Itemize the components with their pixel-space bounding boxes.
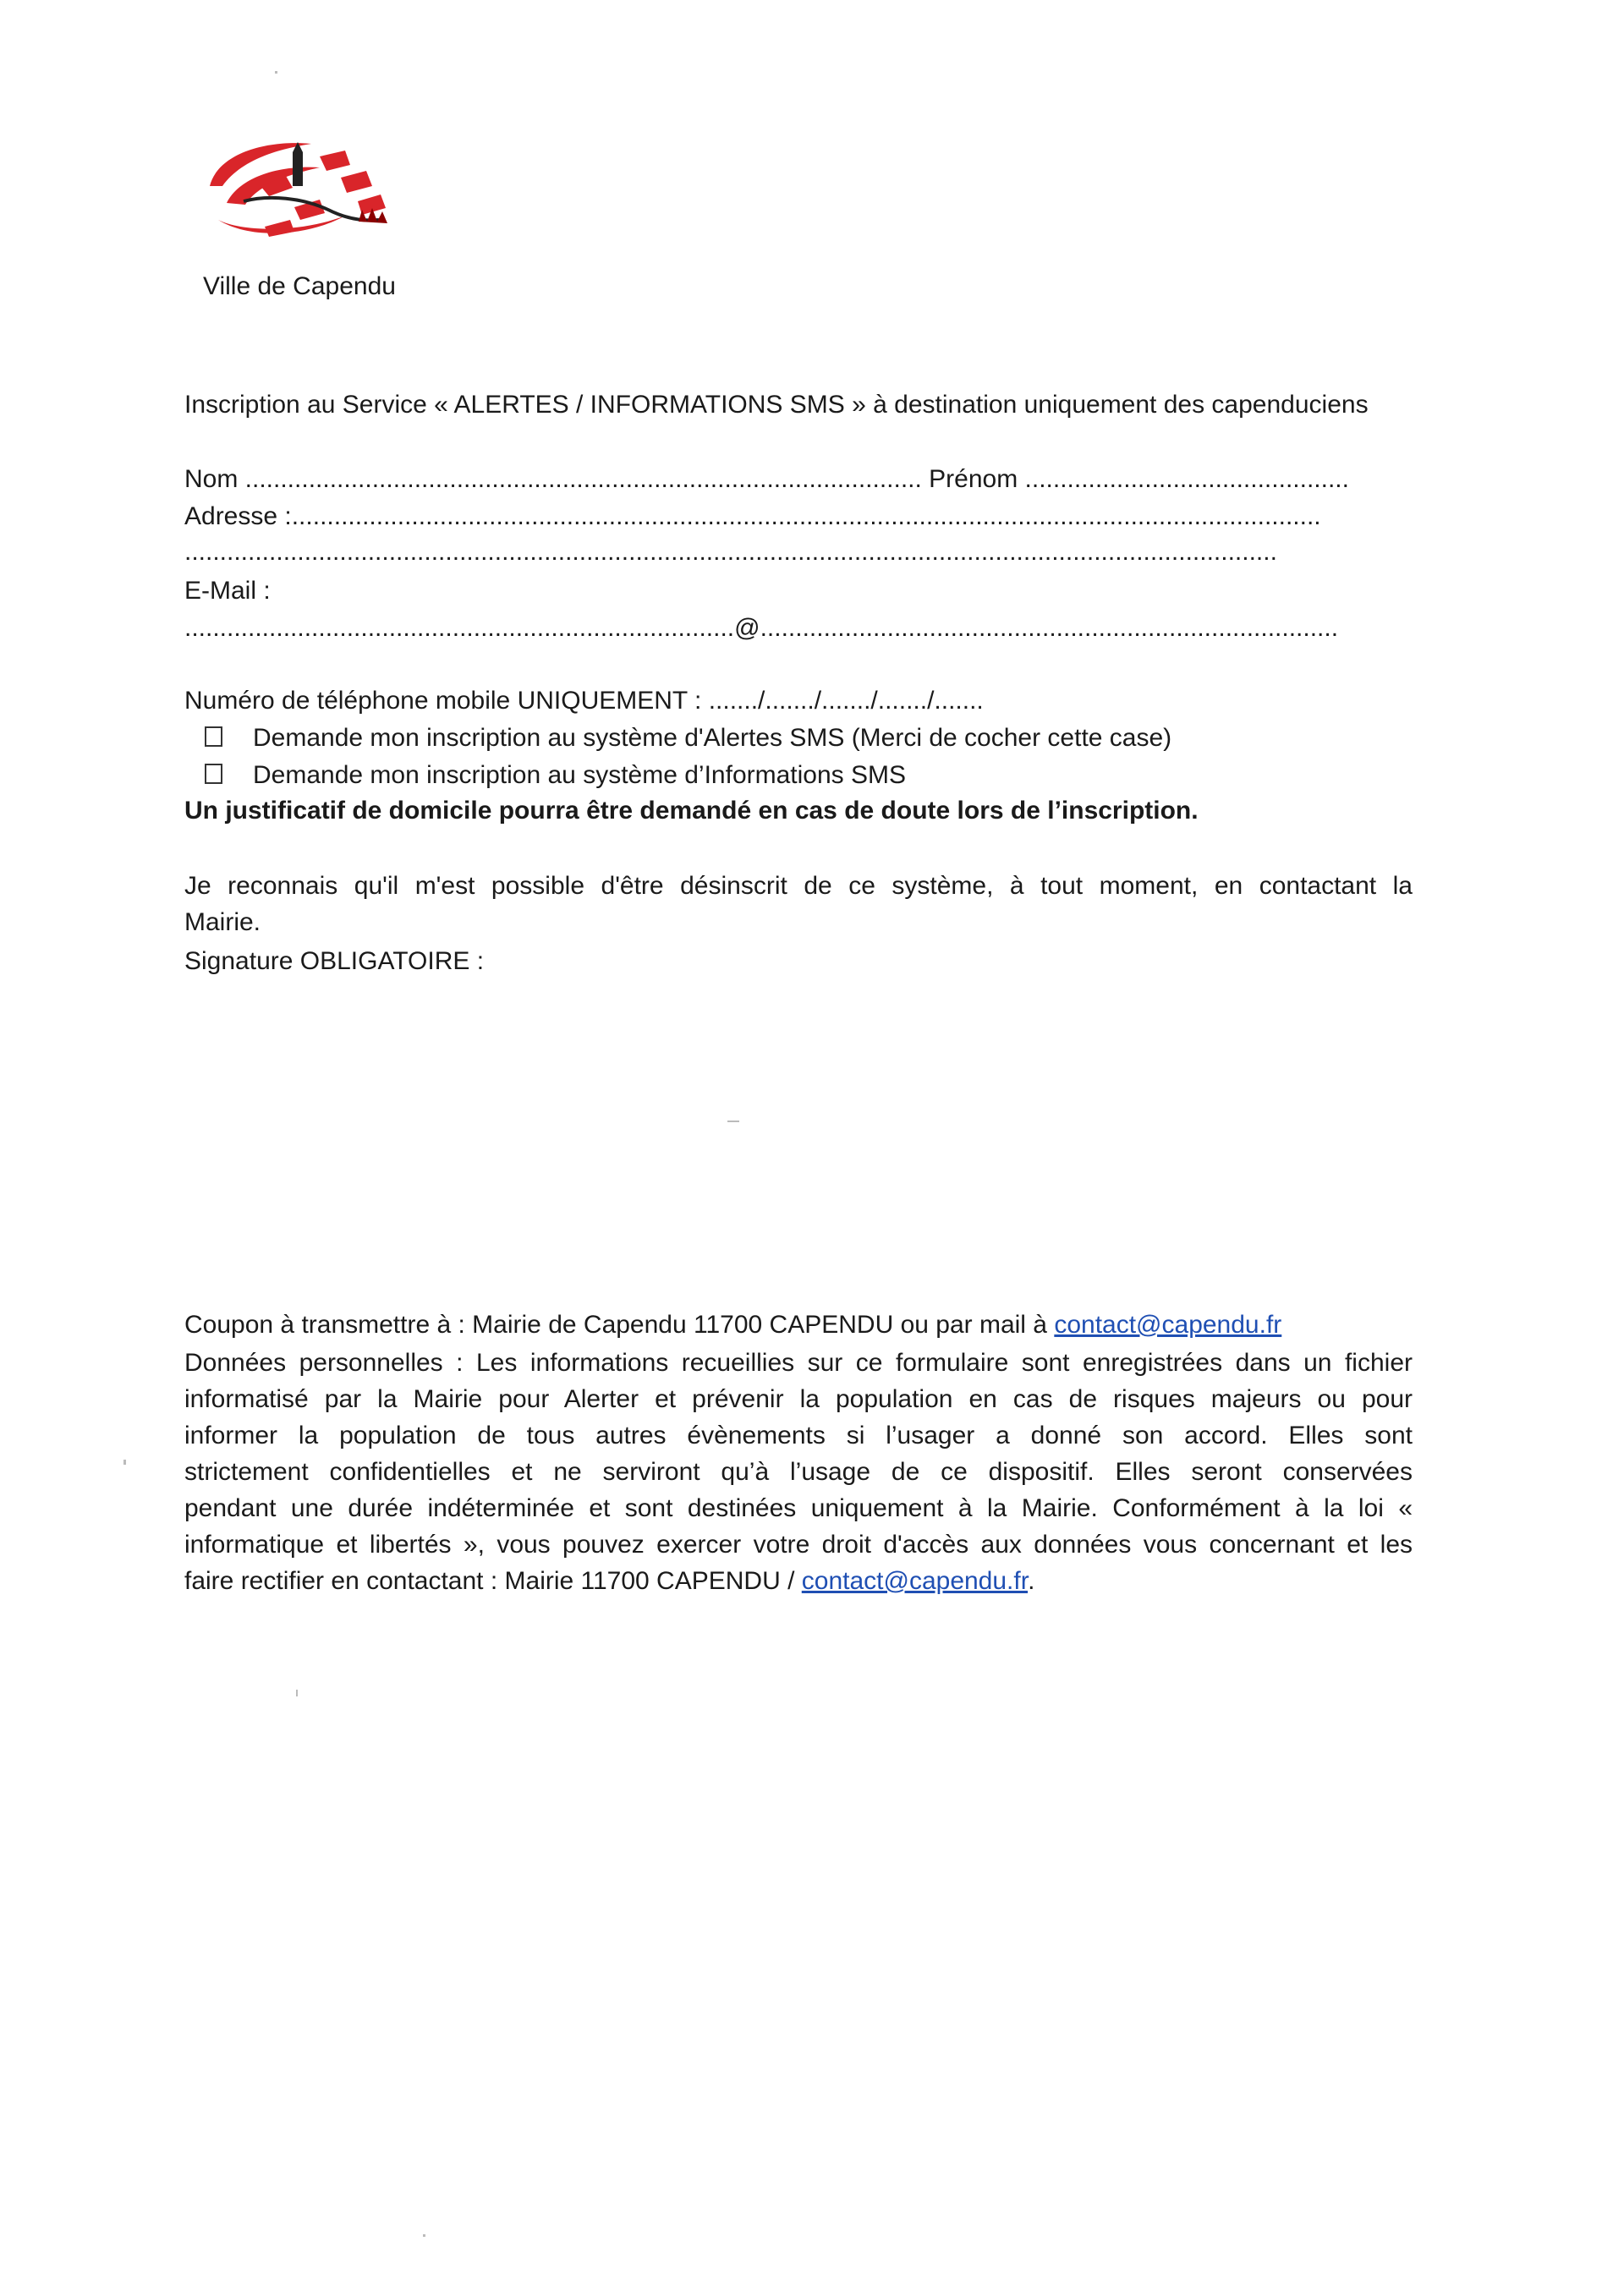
coupon-text: Coupon à transmettre à : Mairie de Capendu 11700 CAPENDU ou par mail à <box>184 1311 1055 1339</box>
justificatif-note: Un justificatif de domicile pourra être demandé en cas de doute lors de l’inscription. <box>184 797 1199 825</box>
email-label: E-Mail : <box>184 577 271 605</box>
adresse-field-line2[interactable]: ........................................................................................................................................................... <box>184 538 1277 566</box>
rgpd-line: pendant une durée indéterminée et sont destinées uniquement à la Mairie. Conformément à la loi « <box>184 1494 1413 1522</box>
desinscription-text <box>184 868 1413 940</box>
alertes-checkbox[interactable] <box>205 726 222 747</box>
phone-field[interactable]: Numéro de téléphone mobile UNIQUEMENT : ......./......./......./......./....... <box>184 687 984 715</box>
option-informations-label: Demande mon inscription au système d’Informations SMS <box>253 761 907 789</box>
desinscription-line: Je reconnais qu'il m'est possible d'être désinscrit de ce système, à tout moment, en contactant la <box>184 872 1413 900</box>
rgpd-email-link[interactable]: contact@capendu.fr <box>801 1567 1029 1595</box>
option-informations-row <box>184 761 906 790</box>
scan-speck <box>275 71 277 74</box>
option-alertes-label: Demande mon inscription au système d'Alertes SMS (Merci de cocher cette case) <box>253 724 1172 752</box>
rgpd-last-prefix: faire rectifier en contactant : Mairie 11700 CAPENDU / <box>184 1567 802 1595</box>
scan-speck <box>423 2234 425 2237</box>
option-alertes-row <box>184 724 1171 753</box>
city-name: Ville de Capendu <box>203 272 396 300</box>
desinscription-line: Mairie. <box>184 908 261 936</box>
rgpd-line: Données personnelles : Les informations recueillies sur ce formulaire sont enregistrées dans un fichier <box>184 1349 1413 1377</box>
coupon-line <box>184 1311 1281 1340</box>
scan-speck <box>123 1460 126 1465</box>
capendu-logo <box>193 127 413 254</box>
scan-speck <box>296 1690 298 1696</box>
scan-speck <box>727 1121 739 1122</box>
form-title: Inscription au Service « ALERTES / INFORMATIONS SMS » à destination uniquement des capenduciens <box>184 391 1369 419</box>
coupon-email-link[interactable]: contact@capendu.fr <box>1054 1311 1282 1339</box>
signature-label: Signature OBLIGATOIRE : <box>184 947 485 975</box>
email-field[interactable]: ..............................................................................@.................................................................................. <box>184 614 1339 642</box>
rgpd-line: strictement confidentielles et ne serviront qu’à l’usage de ce dispositif. Elles seront conservées <box>184 1458 1413 1486</box>
nom-prenom-field[interactable]: Nom ................................................................................................ Prénom .............................................. <box>184 465 1349 493</box>
rgpd-last-line <box>184 1563 1413 1599</box>
informations-checkbox[interactable] <box>205 764 222 784</box>
rgpd-line: informer la population de tous autres évènements si l’usager a donné son accord. Elles sont <box>184 1422 1413 1449</box>
rgpd-paragraph <box>184 1345 1413 1599</box>
rgpd-line: informatisé par la Mairie pour Alerter et prévenir la population en cas de risques majeurs ou pour <box>184 1385 1413 1413</box>
adresse-field[interactable]: Adresse :.................................................................................................................................................. <box>184 502 1321 530</box>
rgpd-line: informatique et libertés », vous pouvez exercer votre droit d'accès aux données vous concernant et les <box>184 1531 1413 1559</box>
rgpd-last-suffix: . <box>1028 1567 1035 1595</box>
